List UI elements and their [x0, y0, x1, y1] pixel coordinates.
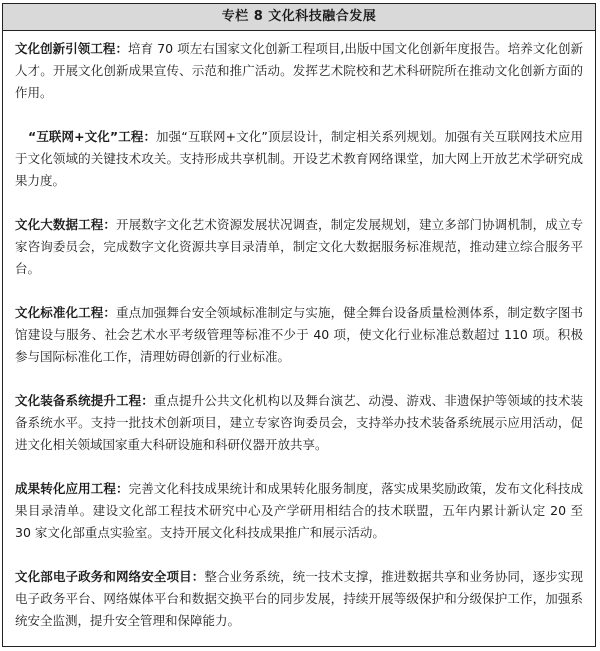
section-culture-big-data [15, 214, 583, 280]
section-title: 文化标准化工程： [15, 305, 116, 320]
section-title: “互联网+文化”工程： [28, 129, 157, 144]
section-title: 文化部电子政务和网络安全项目： [15, 569, 205, 584]
section-title: 文化大数据工程： [15, 217, 116, 232]
section-body: 重点提升公共文化机构以及舞台演艺、动漫、游戏、非遗保护等领域的技术装备系统水平。支持一批技术创新项目，建立专家咨询委员会，支持举办技术装备系统展示应用活动，促进文化相关领域国家重大科研设施和科研仪器开放共享。 [15, 393, 583, 452]
section-body: 重点加强舞台安全领域标准制定与实施，健全舞台设备质量检测体系，制定数字图书馆建设与服务、社会艺术水平考级管理等标准不少于 40 项，使文化行业标准总数超过 110 项。积极参与国际标准化工作，清理妨碍创新的行业标准。 [15, 305, 583, 364]
column-content [3, 31, 595, 632]
section-title: 成果转化应用工程： [15, 481, 129, 496]
section-body: 加强“互联网+文化”顶层设计，制定相关系列规划。加强有关互联网技术应用于文化领域的关键技术攻关。支持形成共享机制。开设艺术教育网络课堂，加大网上开放艺术学研究成果力度。 [15, 129, 583, 188]
column-header [3, 4, 595, 31]
section-culture-standardization [15, 302, 583, 368]
section-culture-innovation [15, 38, 583, 104]
section-internet-culture [15, 126, 583, 192]
column-title: 专栏 8 文化科技融合发展 [221, 9, 377, 24]
section-body: 培育 70 项左右国家文化创新工程项目,出版中国文化创新年度报告。培养文化创新人才。开展文化创新成果宣传、示范和推广活动。发挥艺术院校和艺术科研院所在推动文化创新方面的作用。 [15, 41, 583, 100]
section-body: 整合业务系统，统一技术支撑，推进数据共享和业务协同，逐步实现电子政务平台、网络媒体平台和数据交换平台的同步发展，持续开展等级保护和分级保护工作，加强系统安全监测，提升安全管理和保障能力。 [15, 569, 583, 628]
section-title: 文化创新引领工程： [15, 41, 129, 56]
section-title: 文化装备系统提升工程： [15, 393, 154, 408]
section-equipment-upgrade [15, 390, 583, 456]
column-panel [2, 3, 596, 647]
section-body: 完善文化科技成果统计和成果转化服务制度，落实成果奖励政策，发布文化科技成果目录清单。建设文化部工程技术研究中心及产学研用相结合的技术联盟，五年内累计新认定 20 至 30 家文化部重点实验室。支持开展文化科技成果推广和展示活动。 [15, 481, 583, 540]
section-body: 开展数字文化艺术资源发展状况调查，制定发展规划，建立多部门协调机制，成立专家咨询委员会，完成数字文化资源共享目录清单，制定文化大数据服务标准规范，推动建立综合服务平台。 [15, 217, 583, 276]
section-achievement-transfer [15, 478, 583, 544]
section-egov-network-security [15, 566, 583, 632]
